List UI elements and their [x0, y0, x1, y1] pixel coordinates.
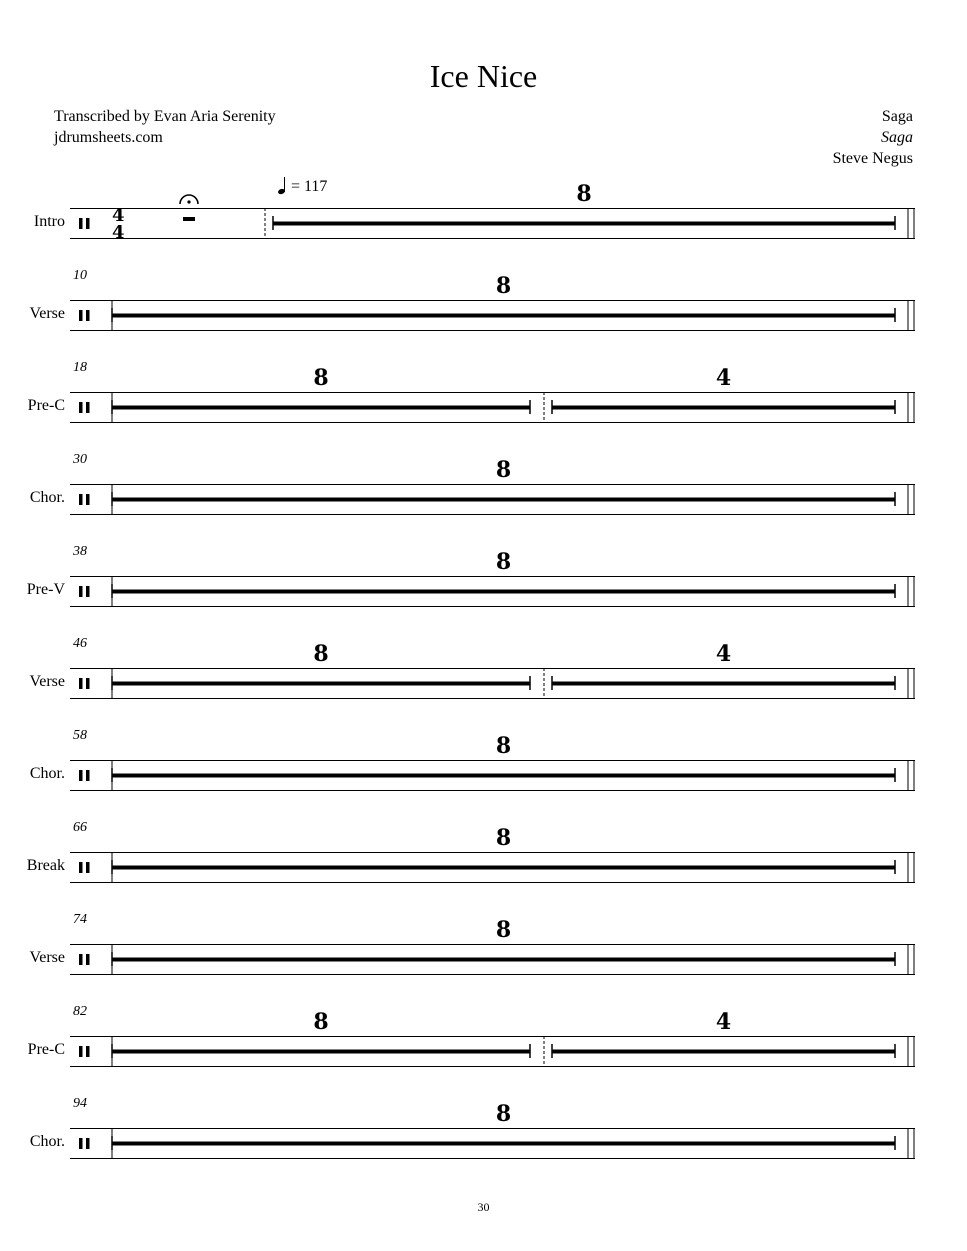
page-number: 30 [477, 1200, 490, 1214]
multirest-bar [552, 1050, 895, 1054]
percussion-clef-icon [86, 310, 90, 321]
time-signature-denominator: 4 [112, 222, 125, 243]
percussion-clef-icon [86, 1046, 90, 1057]
measure-number: 58 [73, 728, 87, 743]
staff-system [0, 354, 967, 446]
multirest-bar [112, 866, 895, 870]
section-label: Intro [33, 213, 65, 230]
multirest-bar [552, 406, 895, 410]
staff-system [0, 1090, 967, 1182]
staff-system [0, 630, 967, 722]
measure-number: 18 [73, 360, 87, 375]
percussion-clef-icon [86, 954, 90, 965]
fermata-icon [187, 200, 190, 203]
section-label: Verse [29, 949, 65, 966]
measure-number: 74 [73, 912, 87, 927]
multirest-count: 8 [495, 917, 512, 943]
percussion-clef-icon [86, 862, 90, 873]
measure-number: 30 [73, 452, 87, 467]
multirest-bar [112, 498, 895, 502]
section-label: Chor. [29, 489, 65, 506]
website-credit: jdrumsheets.com [54, 129, 163, 146]
multirest-count: 8 [495, 273, 512, 299]
percussion-clef-icon [79, 1046, 83, 1057]
percussion-clef-icon [86, 586, 90, 597]
multirest-count: 8 [313, 365, 329, 391]
page-title: Ice Nice [429, 58, 538, 94]
section-label: Verse [29, 673, 65, 690]
composer-name: Steve Negus [832, 150, 913, 167]
multirest-bar [112, 1142, 895, 1146]
percussion-clef-icon [79, 402, 83, 413]
multirest-bar [112, 958, 895, 962]
staff-system [0, 446, 967, 538]
whole-rest-icon [183, 217, 195, 221]
multirest-count: 4 [715, 1009, 732, 1035]
percussion-clef-icon [79, 586, 83, 597]
section-label: Pre-C [27, 1041, 65, 1058]
artist-name: Saga [881, 108, 913, 125]
section-label: Verse [29, 305, 65, 322]
percussion-clef-icon [79, 862, 83, 873]
multirest-bar [552, 682, 895, 686]
section-label: Pre-V [26, 581, 65, 598]
measure-number: 10 [73, 268, 87, 283]
measure-number: 82 [73, 1004, 87, 1019]
multirest-count: 8 [313, 1009, 329, 1035]
time-signature-numerator: 4 [112, 205, 125, 226]
multirest-count: 4 [715, 641, 732, 667]
percussion-clef-icon [86, 494, 90, 505]
percussion-clef-icon [79, 494, 83, 505]
percussion-clef-icon [79, 1138, 83, 1149]
percussion-clef-icon [86, 770, 90, 781]
section-label: Chor. [29, 765, 65, 782]
multirest-count: 8 [495, 733, 512, 759]
staff-system [0, 814, 967, 906]
multirest-count: 8 [495, 549, 512, 575]
section-label: Pre-C [27, 397, 65, 414]
percussion-clef-icon [86, 1138, 90, 1149]
percussion-clef-icon [86, 402, 90, 413]
multirest-bar [112, 314, 895, 318]
multirest-bar [112, 1050, 530, 1054]
multirest-bar [112, 774, 895, 778]
multirest-bar [112, 682, 530, 686]
percussion-clef-icon [79, 678, 83, 689]
multirest-count: 8 [495, 825, 512, 851]
percussion-clef-icon [86, 678, 90, 689]
multirest-bar [112, 406, 530, 410]
staff-system [0, 170, 967, 262]
section-label: Chor. [29, 1133, 65, 1150]
percussion-clef-icon [79, 310, 83, 321]
measure-number: 46 [73, 636, 87, 651]
measure-number: 94 [73, 1096, 87, 1111]
multirest-count: 8 [495, 1101, 512, 1127]
transcriber-credit: Transcribed by Evan Aria Serenity [54, 108, 276, 125]
staff-system [0, 538, 967, 630]
percussion-clef-icon [86, 218, 90, 229]
multirest-bar [112, 590, 895, 594]
section-label: Break [26, 857, 65, 874]
multirest-bar [273, 222, 895, 226]
album-name: Saga [881, 129, 913, 146]
percussion-clef-icon [79, 770, 83, 781]
staff-system [0, 722, 967, 814]
multirest-count: 8 [576, 181, 592, 207]
multirest-count: 4 [715, 365, 732, 391]
staff-system [0, 262, 967, 354]
percussion-clef-icon [79, 954, 83, 965]
staff-system [0, 906, 967, 998]
measure-number: 66 [73, 820, 87, 835]
multirest-count: 8 [313, 641, 329, 667]
tempo-value: = 117 [291, 178, 328, 195]
measure-number: 38 [73, 544, 87, 559]
staff-system [0, 998, 967, 1090]
multirest-count: 8 [495, 457, 512, 483]
percussion-clef-icon [79, 218, 83, 229]
